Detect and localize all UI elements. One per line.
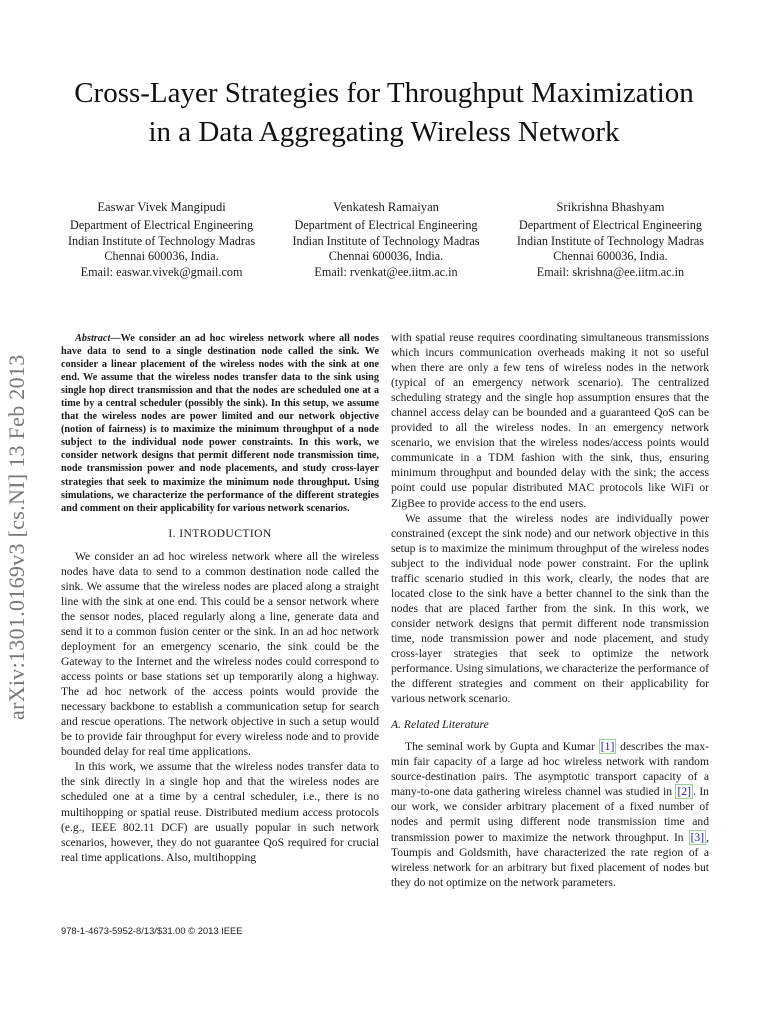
intro-paragraph-1: We consider an ad hoc wireless network where all the wireless nodes have data to send to a common destination node called the sink. We assume that the wireless nodes are placed along a straight line with the sink at one end. This could be a sensor network where the sensor nodes, placed regularly along a line, generate data and send it to a common fusion center or the sink. In an ad hoc network deployment for an emergency scenario, the sink could be the Gateway to the Internet and the wireless nodes could correspond to access points or base stations set up temporarily along a highway. The ad hoc network of the access points would provide the necessary backbone to establish a communication setup for search and rescue operations. The network objective in such a setup would be to provide fair throughput for every wireless node and to provide bounded delay for real time applications. [61, 549, 379, 759]
right-column [391, 330, 709, 890]
author-inst: Indian Institute of Technology Madras [516, 233, 704, 248]
author-email[interactable]: Email: skrishna@ee.iitm.ac.in [536, 264, 685, 279]
related-text: , Toumpis and Goldsmith, have characterized the rate region of a wireless network for an arbitrary but fixed placement of nodes but they do not optimize on the network parameters. [391, 830, 709, 889]
author-email[interactable]: Email: easwar.vivek@gmail.com [80, 264, 243, 279]
author-dept: Department of Electrical Engineering [294, 218, 478, 233]
author-1 [68, 200, 255, 280]
author-inst: Indian Institute of Technology Madras [292, 233, 480, 248]
intro-paragraph-3: with spatial reuse requires coordinating simultaneous transmissions which incurs communication overheads making it not so useful when there are only a few tens of wireless nodes in the network (typical of an emergency network scenario). The centralized scheduling strategy and the single hop assumption ensures that the channel access delay can be bounded and a guaranteed QoS can be provided to all the wireless nodes. In an emergency network scenario, we envision that the wireless nodes/access points would communicate in a TDM fashion with the sink, thus, ensuring minimum throughput and bounded delay with the sink; the access point could use popular distributed MAC protocols like WiFi or ZigBee to provide access to the end users. [391, 331, 709, 510]
citation-link[interactable]: [1] [600, 740, 615, 754]
author-3 [517, 200, 704, 280]
author-inst: Indian Institute of Technology Madras [68, 233, 256, 248]
author-block [68, 200, 704, 280]
abstract-text: —We consider an ad hoc wireless network where all nodes have data to send to a single destination node called the sink. We consider a linear placement of the wireless nodes with the sink at one end. We assume that the wireless nodes transfer data to the sink using single hop direct transmission and that the nodes are scheduled one at a time by a central scheduler (possibly the sink). In this setup, we assume that the wireless nodes are power limited and our network objective (notion of fairness) is to maximize the minimum throughput of a node subject to the individual node power constraints. In this work, we consider network designs that permit different node transmission time, node transmission power and node placements, and study cross-layer strategies that seek to maximize the minimum node throughput. Using simulations, we characterize the performance of the different strategies and comment on their applicability for various network scenarios. [61, 333, 379, 514]
related-paragraph [391, 739, 709, 889]
related-text: describes the max-min fair capacity of a large ad hoc wireless network with random source-destination pairs. The asymptotic transport capacity of a many-to-one data gathering wireless channel was studied in [391, 740, 710, 799]
author-city: Chennai 600036, India. [328, 249, 444, 264]
paper-title: Cross-Layer Strategies for Throughput Maximization in a Data Aggregating Wireless Network [74, 77, 694, 148]
abstract [61, 332, 379, 515]
subsection-heading-related: A. Related Literature [391, 718, 489, 732]
author-city: Chennai 600036, India. [104, 249, 219, 264]
author-name: Venkatesh Ramaiyan [333, 200, 439, 214]
abstract-label: Abstract [75, 333, 111, 344]
left-column [61, 332, 379, 865]
author-2 [292, 200, 479, 280]
author-name: Srikrishna Bhashyam [556, 200, 665, 214]
intro-paragraph-2: In this work, we assume that the wireless nodes transfer data to the sink directly in a single hop and that the wireless nodes are scheduled one at a time by a central scheduler, i.e., there is no multihopping or spatial reuse. Distributed medium access protocols (e.g., IEEE 802.11 DCF) are usually popular in such network scenarios, however, they do not guarantee QoS required for crucial real time applications. Also, multihopping [61, 760, 379, 864]
citation-link[interactable]: [3] [690, 830, 705, 844]
related-text: The seminal work by Gupta and Kumar [405, 740, 599, 754]
section-heading-introduction: I. INTRODUCTION [168, 526, 272, 540]
author-dept: Department of Electrical Engineering [518, 218, 702, 233]
arxiv-stamp: arXiv:1301.0169v3 [cs.NI] 13 Feb 2013 [4, 354, 29, 720]
author-dept: Department of Electrical Engineering [70, 218, 254, 233]
intro-paragraph-4: We assume that the wireless nodes are individually power constrained (except the sink node) and our network objective in this setup is to maximize the minimum throughput of the wireless nodes subject to the individual node power constraint. For the uplink traffic scenario studied in this work, clearly, the nodes that are located close to the sink have a better channel to the sink than the nodes that are placed farther from the sink. In this work, we consider network designs that permit different node transmission time, node transmission power and node placement, and study cross-layer strategies that seek to optimize the network performance. Using simulations, we characterize the performance of the different strategies and comment on their applicability for various network scenario. [391, 511, 709, 706]
author-name: Easwar Vivek Mangipudi [97, 200, 226, 214]
author-city: Chennai 600036, India. [553, 249, 668, 264]
copyright-footer: 978-1-4673-5952-8/13/$31.00 © 2013 IEEE [61, 925, 243, 936]
author-email[interactable]: Email: rvenkat@ee.iitm.ac.in [314, 264, 458, 279]
related-text: . In our work, we consider arbitrary placement of a fixed number of nodes and permit using different node transmission time and transmission power to maximize the network throughput. In [391, 785, 709, 844]
citation-link[interactable]: [2] [677, 785, 691, 799]
